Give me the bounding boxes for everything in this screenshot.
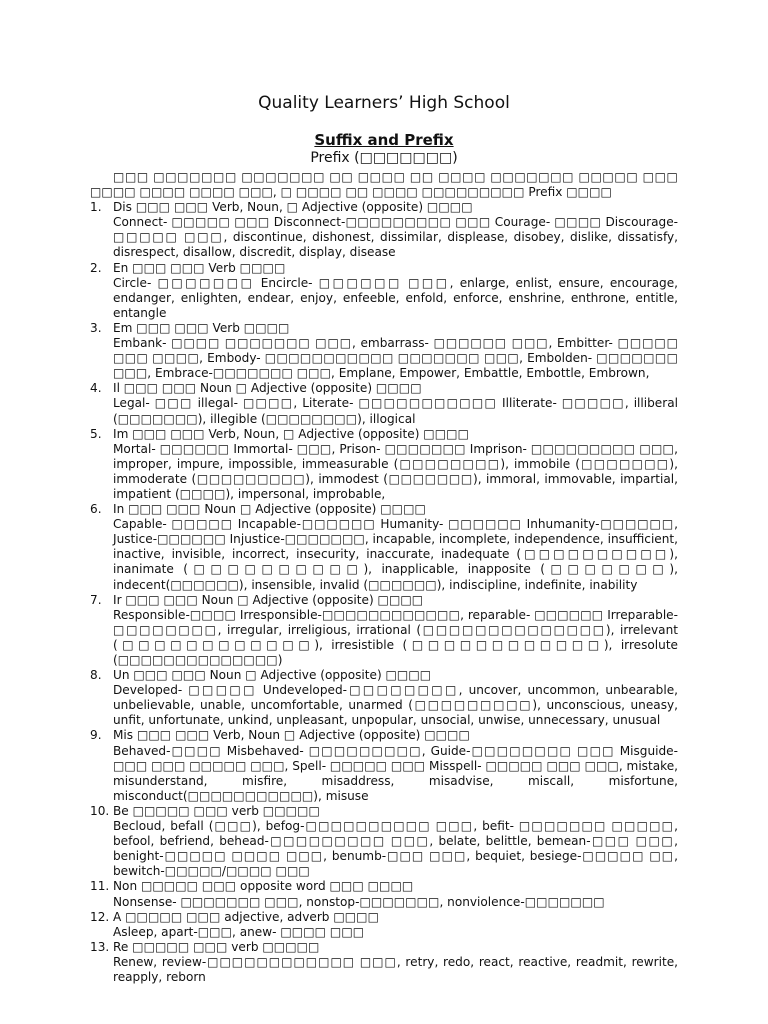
item-number: 2. [90, 260, 102, 275]
item-heading: A □□□□□ □□□ adjective, adverb □□□□ [113, 909, 380, 924]
school-name: Quality Learners’ High School [258, 93, 510, 113]
list-item [90, 427, 678, 502]
document-content [90, 170, 678, 985]
item-heading: Il □□□ □□□ Noun □ Adjective (opposite) □□□□ [113, 381, 422, 396]
item-body: Legal- □□□ illegal- □□□□, Literate- □□□□□□□□□□□ Illiterate- □□□□□, illiberal (□□□□□□□), illegible (□□□□□□□□), illogical [113, 396, 678, 426]
item-number: 6. [90, 502, 102, 517]
item-heading: Im □□□ □□□ Verb, Noun, □ Adjective (opposite) □□□□ [113, 426, 469, 441]
item-number: 3. [90, 320, 102, 335]
item-heading: Non □□□□□ □□□ opposite word □□□ □□□□ [113, 879, 414, 894]
item-body: Responsible-□□□□ Irresponsible-□□□□□□□□□□□□, reparable- □□□□□□ Irreparable-□□□□□□□□, irregular, irreligious, irrational (□□□□□□□□□□□□□□), irrelevant (□□□□□□□□□□□□), irresistible (□□□□□□□□□□□□), irresolute (□□□□□□□□□□□□□□) [113, 607, 678, 667]
list-item [90, 200, 678, 260]
item-number: 9. [90, 728, 102, 743]
item-body: Asleep, apart-□□□, anew- □□□□ □□□ [113, 924, 365, 939]
item-body: Renew, review-□□□□□□□□□□□□ □□□, retry, redo, react, reactive, readmit, rewrite, reapply, reborn [113, 954, 678, 984]
item-body: Behaved-□□□□ Misbehaved- □□□□□□□□□, Guide-□□□□□□□□ □□□ Misguide- □□□ □□□ □□□□□ □□□, Spell- □□□□□ □□□ Misspell- □□□□□ □□□ □□□, mistake, misunderstand, misfire, misaddress, misadvise, miscall, misfortune, misconduct(□□□□□□□□□□□), misuse [113, 743, 678, 803]
item-number: 11. [90, 879, 110, 894]
list-item [90, 381, 678, 426]
list-item [90, 668, 678, 728]
item-number: 8. [90, 668, 102, 683]
list-item [90, 910, 678, 940]
item-body: Capable- □□□□□ Incapable-□□□□□□ Humanity- □□□□□□ Inhumanity-□□□□□□, Justice-□□□□□□ Injustice-□□□□□□□, incapable, incomplete, independence, insufficient, inactive, invisible, incorrect, insecurity, inaccurate, inadequate (□□□□□□□□□□), inanimate (□□□□□□□□□□), inapplicable, inapposite (□□□□□□□), indecent(□□□□□□), insensible, invalid (□□□□□□), indiscipline, indefinite, inability [113, 517, 678, 592]
item-body: Connect- □□□□□ □□□ Disconnect-□□□□□□□□□ □□□ Courage- □□□□ Discourage- □□□□□ □□□, discontinue, dishonest, dissimilar, displease, disobey, dislike, dissatisfy, disrespect, disallow, discredit, display, disease [113, 215, 678, 260]
item-heading: Em □□□ □□□ Verb □□□□ [113, 320, 290, 335]
item-number: 4. [90, 381, 102, 396]
list-item [90, 321, 678, 381]
item-heading: Ir □□□ □□□ Noun □ Adjective (opposite) □□□□ [113, 592, 424, 607]
list-item [90, 804, 678, 879]
page-subtitle: Prefix (□□□□□□□) [310, 150, 458, 166]
item-heading: Re □□□□□ □□□ verb □□□□□ [113, 939, 320, 954]
item-body: Becloud, befall (□□□), befog-□□□□□□□□□□ □□□, befit- □□□□□□□ □□□□□, befool, befriend, behead-□□□□□□□□□ □□□, belate, belittle, bemean-□□□ □□□, benight-□□□□□ □□□□ □□□, benumb-□□□ □□□, bequiet, besiege-□□□□□ □□, bewitch-□□□□□/□□□□ □□□ [113, 819, 678, 879]
item-body: Mortal- □□□□□□ Immortal- □□□, Prison- □□□□□□□ Imprison- □□□□□□□□□ □□□, improper, impure, impossible, immeasurable (□□□□□□□□), immobile (□□□□□□□), immoderate (□□□□□□□□□), immodest (□□□□□□□), immoral, immovable, impartial, impatient (□□□□), impersonal, improbable, [113, 441, 678, 501]
item-heading: Dis □□□ □□□ Verb, Noun, □ Adjective (opposite) □□□□ [113, 200, 473, 215]
item-number: 7. [90, 592, 102, 607]
item-heading: En □□□ □□□ Verb □□□□ [113, 260, 286, 275]
list-item [90, 728, 678, 803]
list-item [90, 261, 678, 321]
item-number: 1. [90, 200, 102, 215]
item-heading: Mis □□□ □□□ Verb, Noun □ Adjective (opposite) □□□□ [113, 728, 470, 743]
item-heading: In □□□ □□□ Noun □ Adjective (opposite) □□□□ [113, 502, 426, 517]
item-body: Embank- □□□□ □□□□□□□ □□□, embarrass- □□□□□□ □□□, Embitter- □□□□□ □□□ □□□□, Embody- □□□□□□□□□□□ □□□□□□□ □□□, Embolden- □□□□□□□ □□□, Embrace-□□□□□□□ □□□, Emplane, Empower, Embattle, Embottle, Embrown, [113, 336, 678, 381]
item-body: Developed- □□□□□ Undeveloped-□□□□□□□□, uncover, uncommon, unbearable, unbelievable, unable, uncomfortable, unarmed (□□□□□□□□□), unconscious, uneasy, unfit, unfortunate, unkind, unpleasant, unpopular, unsocial, unwise, unnecessary, unusual [113, 683, 678, 728]
item-body: Nonsense- □□□□□□□ □□□, nonstop-□□□□□□□, nonviolence-□□□□□□□ [113, 894, 605, 909]
item-heading: Be □□□□□ □□□ verb □□□□□ [113, 803, 320, 818]
item-number: 10. [90, 803, 110, 818]
item-number: 5. [90, 426, 102, 441]
list-item [90, 593, 678, 668]
item-heading: Un □□□ □□□ Noun □ Adjective (opposite) □□□□ [113, 668, 432, 683]
list-item [90, 879, 678, 909]
list-item [90, 502, 678, 593]
item-number: 12. [90, 909, 110, 924]
prefix-list [90, 200, 678, 985]
intro-paragraph: □□□ □□□□□□□ □□□□□□□ □□ □□□□ □□ □□□□ □□□□□□□ □□□□□ □□□ □□□□ □□□□ □□□□ □□□, □ □□□□ □□ □□□□ □□□□□□□□□ Prefix □□□□ [90, 170, 678, 200]
item-number: 13. [90, 939, 110, 954]
item-body: Circle- □□□□□□□ Encircle- □□□□□□ □□□, enlarge, enlist, ensure, encourage, endanger, enlighten, endear, enjoy, enfeeble, enfold, enforce, enshrine, enthrone, entitle, entangle [113, 275, 678, 320]
list-item [90, 940, 678, 985]
page-title: Suffix and Prefix [314, 131, 454, 149]
